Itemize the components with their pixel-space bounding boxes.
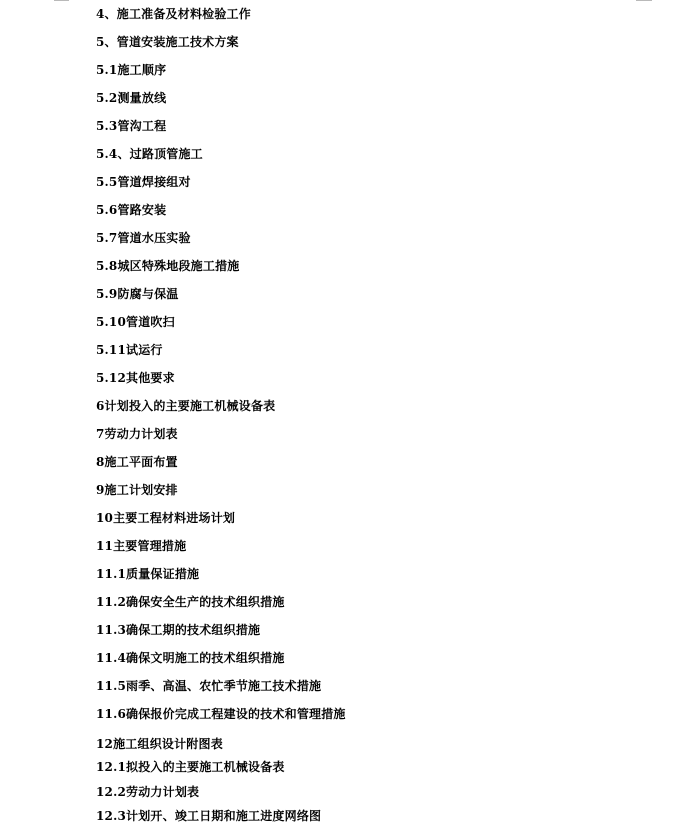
toc-item: 5.1施工顺序 [96, 63, 167, 77]
toc-item: 9施工计划安排 [96, 483, 178, 497]
toc-item: 8施工平面布置 [96, 455, 178, 469]
toc-item: 10主要工程材料进场计划 [96, 511, 236, 525]
toc-item: 5.4、过路顶管施工 [96, 147, 203, 161]
toc-item: 11.1质量保证措施 [96, 567, 200, 581]
toc-item: 5.12其他要求 [96, 371, 175, 385]
toc-item: 11.5雨季、高温、农忙季节施工技术措施 [96, 679, 322, 693]
toc-item: 5.3管沟工程 [96, 119, 167, 133]
toc-item: 5.8城区特殊地段施工措施 [96, 259, 240, 273]
toc-item: 6计划投入的主要施工机械设备表 [96, 399, 276, 413]
toc-item: 4、施工准备及材料检验工作 [96, 7, 251, 21]
toc-item: 5.2测量放线 [96, 91, 167, 105]
toc-item: 7劳动力计划表 [96, 427, 178, 441]
toc-item: 12.1拟投入的主要施工机械设备表 [96, 760, 285, 774]
page-corner-mark-left [54, 0, 69, 3]
toc-item: 11主要管理措施 [96, 539, 187, 553]
toc-item: 12施工组织设计附图表 [96, 737, 223, 751]
toc-item: 11.3确保工期的技术组织措施 [96, 623, 261, 637]
toc-item: 5.6管路安装 [96, 203, 167, 217]
toc-item: 12.2劳动力计划表 [96, 785, 200, 799]
toc-item: 5.9防腐与保温 [96, 287, 179, 301]
toc-item: 5.5管道焊接组对 [96, 175, 191, 189]
toc-item: 5.11试运行 [96, 343, 163, 357]
toc-item: 5.7管道水压实验 [96, 231, 191, 245]
toc-item: 11.4确保文明施工的技术组织措施 [96, 651, 285, 665]
toc-item: 11.6确保报价完成工程建设的技术和管理措施 [96, 707, 346, 721]
toc-item: 11.2确保安全生产的技术组织措施 [96, 595, 285, 609]
toc-item: 5、管道安装施工技术方案 [96, 35, 239, 49]
toc-item: 12.3计划开、竣工日期和施工进度网络图 [96, 809, 322, 823]
page-corner-mark-right [636, 0, 652, 3]
toc-item: 5.10管道吹扫 [96, 315, 175, 329]
